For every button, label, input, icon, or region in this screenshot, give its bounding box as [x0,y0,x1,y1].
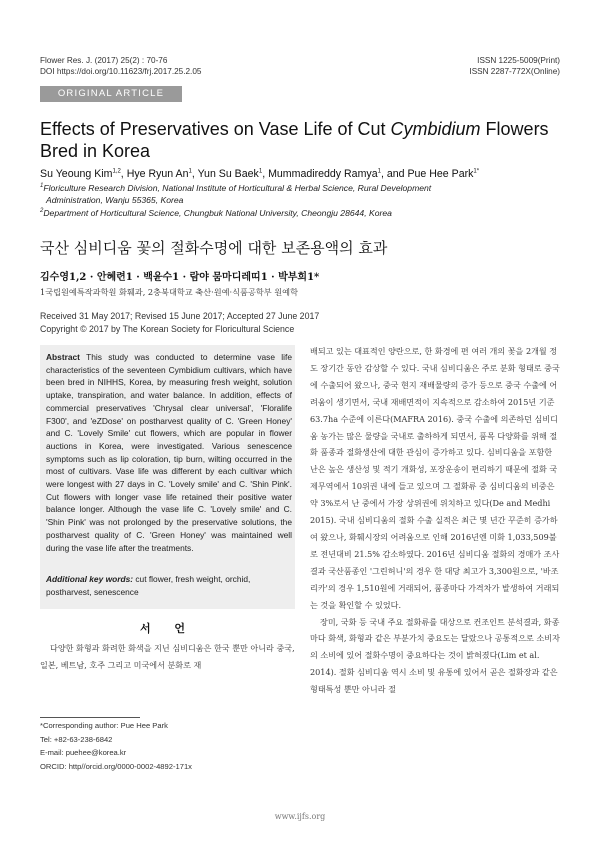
abstract-body: This study was conducted to determine vase life characteristics of the seventeen Cymbidium cultivars, which have been bred in NIHHS, Korea, by measuring fresh weight, solution uptake, transpiration, and water balance. In addition, effects of commercial preservatives 'Chrysal clear universal', 'Floralife F300', and 'eZDose' on postharvest quality of C. 'Green Honey' and C. 'Lovely Smile' cut flowers, which are popular in flower auctions in Korea, were investigated. Various senescence symptoms such as lip coloration, tip burn, wilting occurred in the most of cultivars. Vase life was different by each cultivar which were longest with 27 days in C. 'Lovely smile' and C. 'Shin Pink'. Cut flowers with longer vase life retained their positive water balance longer. Although the vase life C. 'Lovely smile' and C. 'Shin Pink' was not prolonged by the preservative solutions, the postharvest quality of C. 'Green Honey' was maintained well during the vase life after the treatments. [46,352,292,553]
copyright-line: Copyright © 2017 by The Korean Society for Floricultural Science [40,324,295,334]
page-footer-url[interactable]: www.ijfs.org [274,812,326,821]
affiliation-2-text: Department of Horticultural Science, Chungbuk National University, Cheongju 28644, Korea [43,208,392,218]
author-affiliation-sup: 1* [473,168,480,175]
author-name: Mummadireddy Ramya [268,168,378,180]
section-heading-intro: 서 언 [139,622,196,635]
author-name: Hye Ryun An [126,168,189,180]
author-name: Pue Hee Park [407,168,474,180]
footnote-tel: Tel: +82-63-238-6842 [40,734,113,744]
abstract-text [46,351,292,554]
corresponding-footnote [40,719,295,773]
intro-right-paragraph-2: 장미, 국화 등 국내 주요 절화류를 대상으로 컨조인트 분석결과, 화종마다 화색, 화형과 같은 부분가치 중요도는 달랐으나 공통적으로 소비자의 소비에 있어 절화수명이 중요하다는 것이 밝혀졌다(Lim et al. 2014). 절화 심비디움 역시 소비 및 유통에 있어서 곧은 절화장과 같은 형태특성 뿐만 아니라 절 [310,616,560,695]
affiliation-2-sup: 2 [40,208,44,215]
affiliation-1 [40,182,580,206]
korean-title: 국산 심비디움 꽃의 절화수명에 대한 보존용액의 효과 [40,239,388,257]
korean-authors: 김수영1,2 · 안혜련1 · 백윤수1 · 람야 뭄마디레띠1 · 박부희1* [40,272,320,283]
author-affiliation-sup: 1,2 [112,168,121,175]
issn-online: ISSN 2287-772X(Online) [469,67,560,76]
affiliation-2 [40,207,580,219]
article-title [40,118,570,162]
affiliation-1-line1: Floriculture Research Division, National Institute of Horticultural & Herbal Science, Rural Development [43,183,432,193]
doi-link[interactable]: DOI https://doi.org/10.11623/frj.2017.25.2.05 [40,67,202,76]
author-name: Yun Su Baek [197,168,259,180]
footnote-orcid[interactable]: ORCID: http//orcid.org/0000-0002-4892-171x [40,761,192,771]
author-affiliation-sup: 1 [258,168,263,175]
affiliation-1-line2: Administration, Wanju 55365, Korea [46,195,184,205]
keywords [46,573,292,598]
footnote-divider [40,717,140,718]
author-affiliation-sup: 1 [188,168,192,175]
title-part1: Effects of Preservatives on Vase Life of Cut [40,119,391,139]
title-italic: Cymbidium [390,119,481,139]
intro-right-column [310,343,562,698]
author-name: Su Yeoung Kim [40,168,113,180]
footnote-email[interactable]: E-mail: puehee@korea.kr [40,748,127,758]
author-affiliation-sup: 1 [377,168,381,175]
footnote-corresponding: *Corresponding author: Pue Hee Park [40,721,168,730]
article-type-badge: ORIGINAL ARTICLE [40,86,182,102]
korean-affiliations: 1국립원예특작과학원 화훼과, 2충북대학교 축산·원예·식품공학부 원예학 [40,287,299,297]
intro-left-text [40,640,295,674]
journal-citation: Flower Res. J. (2017) 25(2) : 70-76 [40,56,168,65]
intro-right-paragraph-1: 배되고 있는 대표적인 양란으로, 한 화경에 편 여러 개의 꽃을 2개월 정도 장기간 동안 감상할 수 있다. 국내 심비디움은 주로 분화 형태로 중국에 수출되어 왔으나, 중국 현지 재배물량의 증가 등으로 중국 수출에 어려움이 생기면서, 국내 재배면적이 지속적으로 감소하여 2015년 기준 63.7ha 수준에 이른다(MAFRA 2016). 중국 수출에 의존하던 심비디움 농가는 많은 물량을 국내로 출하하게 되면서, 품목 다양화를 위해 절화 품종과 절화생산에 대한 관심이 증가하고 있다. 심비디움을 포함한 난은 높은 생산성 및 적기 개화성, 포장운송이 편리하기 때문에 절화 국제무역에서 10위권 내에 들고 있으며 그 절화류 중 심비디움의 비중은 약 3%로서 난 중에서 가장 상위권에 위치하고 있다(De and Medhi 2015). 국내 심비디움의 절화 수출 실적은 최근 몇 년간 꾸준히 증가하여 왔으나, 화훼시장의 어려움으로 인해 2016년엔 미화 1,033,509불로 전년대비 21.5% 감소하였다. 2016년 심비디움 절화의 경매가 조사 결과 국산품종인 '그린허니'의 경우 한 대당 최고가 3,300원으로, '바조리카'의 경우 1,510원에 거래되어, 품종마다 가격차가 발생하여 거래되는 것을 확인할 수 있었다. [310,346,560,610]
keywords-text: cut flower, fresh weight, orchid, postharvest, senescence [46,574,251,597]
title-part2: Flowers Bred in Korea [40,119,549,161]
issn-print: ISSN 1225-5009(Print) [477,56,560,65]
keywords-label: Additional key words: [46,574,134,584]
received-dates: Received 31 May 2017; Revised 15 June 2017; Accepted 27 June 2017 [40,311,320,321]
intro-left-paragraph: 다양한 화형과 화려한 화색을 지닌 심비디움은 한국 뿐만 아니라 중국, 일본, 베트남, 호주 그리고 미국에서 분화로 재 [40,643,295,670]
abstract-label: Abstract [46,352,80,362]
author-list: Su Yeoung Kim$^{1,2}$, Hye Ryun An$^1$, Yun Su Baek$^1$, Mummadireddy Ramya$^1$, and Pue Hee Park$^{1*}$ [40,168,480,180]
affiliation-1-sup: 1 [40,183,44,190]
